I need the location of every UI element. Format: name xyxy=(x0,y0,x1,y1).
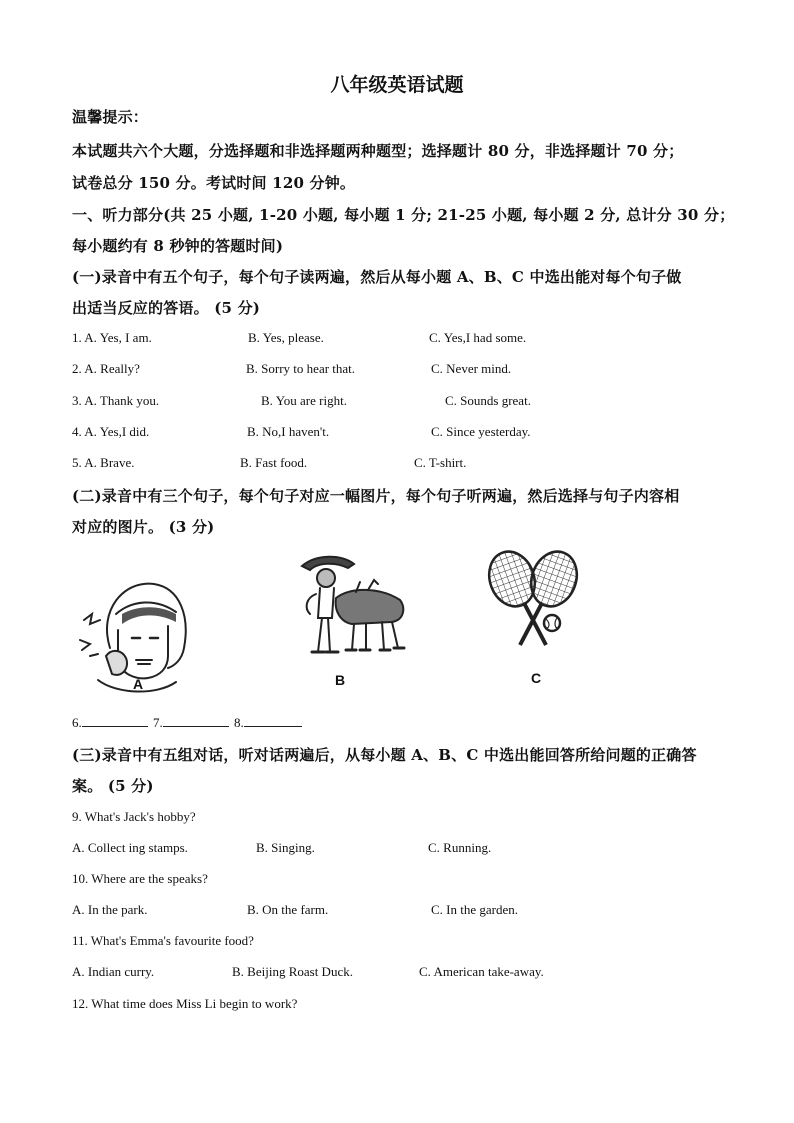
question-text: 10. Where are the speaks? xyxy=(72,871,208,886)
option-c: C. T-shirt. xyxy=(414,455,467,470)
picture-label-b: B xyxy=(335,672,346,688)
question-text: 9. What's Jack's hobby? xyxy=(72,809,196,824)
option-b: B. Beijing Roast Duck. xyxy=(232,964,353,979)
option-c: C. In the garden. xyxy=(431,902,519,917)
option-b: B. Sorry to hear that. xyxy=(246,361,356,376)
part1-heading-line-2: 每小题约有 8 秒钟的答题时间) xyxy=(72,237,284,255)
tennis-rackets-icon xyxy=(484,545,584,655)
picture-label-a: A xyxy=(133,676,144,692)
section1-heading-line-1: (一)录音中有五个句子，每个句子读两遍，然后从每小题 A、B、C 中选出能对每个句子做 xyxy=(72,268,682,286)
option-a: A. Indian curry. xyxy=(72,964,155,979)
option-a: 4. A. Yes,I did. xyxy=(72,424,150,439)
question-text: 12. What time does Miss Li begin to work? xyxy=(72,996,298,1011)
option-c: C. Yes,I had some. xyxy=(429,330,527,345)
answer-blank-6[interactable] xyxy=(82,714,148,727)
page-title: 八年级英语试题 xyxy=(330,74,464,96)
option-c: C. Running. xyxy=(428,840,492,855)
blank-label-7: 7. xyxy=(153,715,163,730)
part1-heading-line-1: 一、听力部分(共 25 小题, 1-20 小题, 每小题 1 分; 21-25 小题, 每小题 2 分, 总计分 30 分； xyxy=(72,206,735,224)
option-a: A. Collect ing stamps. xyxy=(72,840,188,855)
option-b: B. On the farm. xyxy=(247,902,329,917)
option-b: B. Yes, please. xyxy=(248,330,324,345)
option-b: B. No,I haven't. xyxy=(247,424,330,439)
section1-heading-line-2: 出适当反应的答语。 (5 分) xyxy=(72,299,261,317)
option-a: 3. A. Thank you. xyxy=(72,393,160,408)
blank-label-8: 8. xyxy=(234,715,244,730)
option-a: A. In the park. xyxy=(72,902,148,917)
answer-blank-7[interactable] xyxy=(163,714,229,727)
section3-heading-line-1: (三)录音中有五组对话，听对话两遍后，从每小题 A、B、C 中选出能回答所给问题的正确答 xyxy=(72,746,697,764)
intro-line-2: 试卷总分 150 分。考试时间 120 分钟。 xyxy=(72,174,356,192)
option-b: B. You are right. xyxy=(261,393,347,408)
cowboy-toy-icon xyxy=(296,548,416,663)
option-b: B. Fast food. xyxy=(240,455,308,470)
picture-label-c: C xyxy=(531,670,542,686)
option-c: C. American take-away. xyxy=(419,964,544,979)
option-a: 5. A. Brave. xyxy=(72,455,135,470)
answer-blanks xyxy=(72,714,304,731)
section2-heading-line-2: 对应的图片。 (3 分) xyxy=(72,518,215,536)
section3-heading-line-2: 案。 (5 分) xyxy=(72,777,154,795)
option-c: C. Never mind. xyxy=(431,361,512,376)
section2-heading-line-1: (二)录音中有三个句子，每个句子对应一幅图片，每个句子听两遍，然后选择与句子内容相 xyxy=(72,487,680,505)
option-b: B. Singing. xyxy=(256,840,315,855)
answer-blank-8[interactable] xyxy=(244,714,302,727)
option-c: C. Sounds great. xyxy=(445,393,531,408)
option-a: 2. A. Really? xyxy=(72,361,140,376)
question-text: 11. What's Emma's favourite food? xyxy=(72,933,254,948)
option-a: 1. A. Yes, I am. xyxy=(72,330,152,345)
intro-line-1: 本试题共六个大题，分选择题和非选择题两种题型；选择题计 80 分，非选择题计 70 分； xyxy=(72,142,684,160)
option-c: C. Since yesterday. xyxy=(431,424,531,439)
blank-label-6: 6. xyxy=(72,715,82,730)
tip-label: 温馨提示： xyxy=(72,108,149,126)
